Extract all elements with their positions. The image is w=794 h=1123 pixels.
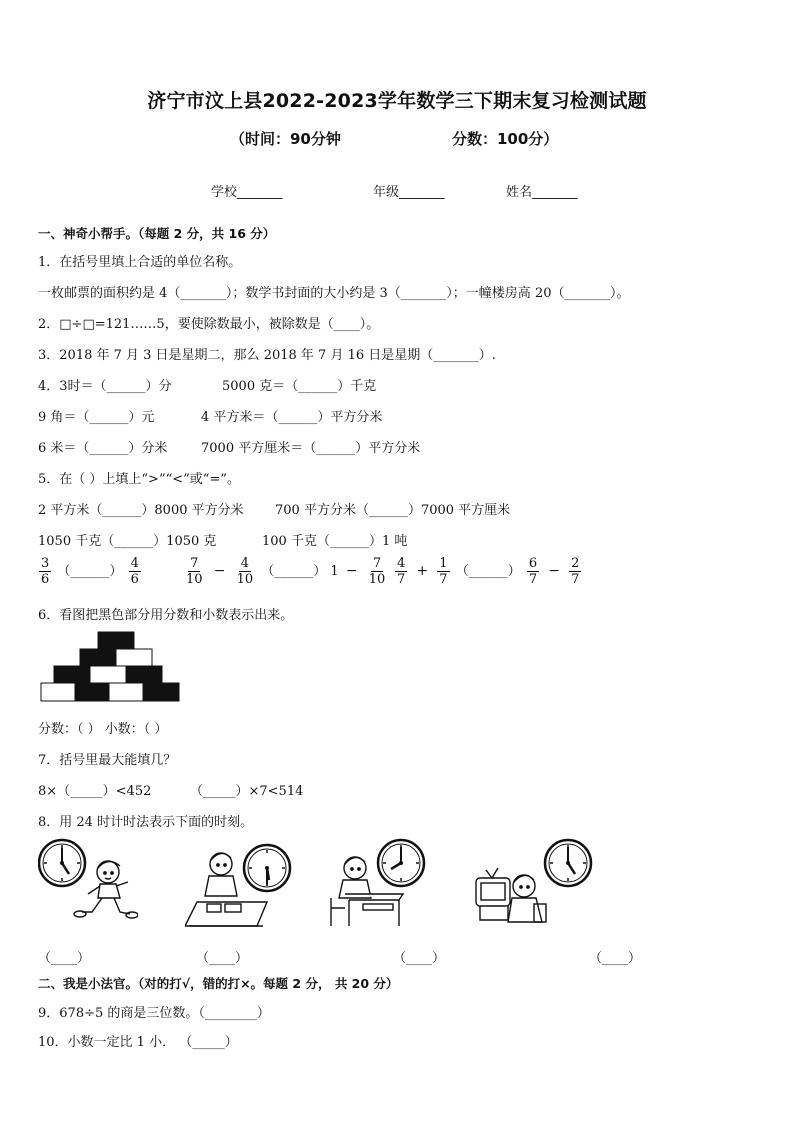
school-field: 学校_______	[211, 185, 283, 200]
fraction: $\frac{7}{10}$	[368, 556, 386, 587]
section-1-heading: 一、神奇小帮手。（每题 2 分，共 16 分）	[38, 226, 276, 241]
clock-scene-4	[472, 838, 597, 930]
brick-black	[126, 666, 162, 683]
question-4b: 5000 克＝（______）千克	[222, 379, 377, 394]
clock-answer-3[interactable]: （____）	[393, 951, 446, 966]
fraction: $\frac{4}{7}$	[397, 556, 406, 587]
question-5b: 700 平方分米（______）7000 平方厘米	[275, 503, 511, 518]
answer-blank[interactable]: （______）	[261, 564, 327, 579]
page-title: 济宁市汶上县2022-2023学年数学三下期末复习检测试题	[147, 90, 647, 112]
brick-white	[90, 666, 126, 683]
whole-one: 1	[330, 564, 339, 579]
fraction-compare-3	[393, 556, 583, 587]
fraction: $\frac{4}{6}$	[130, 556, 139, 587]
answer-blank[interactable]: （______）	[455, 564, 521, 579]
clock-icon	[244, 845, 290, 891]
fraction: $\frac{1}{7}$	[439, 556, 448, 587]
answer-blank[interactable]: （______）	[57, 564, 123, 579]
minus-sign: −	[213, 563, 226, 579]
question-7a: 8×（_____）<452	[38, 784, 152, 799]
exam-score: 分数：100分）	[452, 130, 559, 148]
minus-sign: −	[345, 563, 358, 579]
fraction: $\frac{6}{7}$	[528, 556, 538, 587]
fraction: $\frac{4}{10}$	[236, 556, 254, 587]
question-4c: 9 角＝（______）元	[38, 410, 155, 425]
fraction-compare-2	[182, 556, 389, 587]
question-3: 3．2018 年 7 月 3 日是星期二，那么 2018 年 7 月 16 日是星期（_______）.	[38, 348, 496, 363]
fraction: $\frac{2}{7}$	[571, 556, 580, 587]
plus-sign: +	[416, 563, 429, 579]
question-5c: 1050 千克（______）1050 克	[38, 534, 217, 549]
clock-scene-1	[38, 838, 138, 928]
question-1-line: 一枚邮票的面积约是 4（_______）；数学书封面的大小约是 3（_______）；一幢楼房高 20（_______）。	[38, 286, 630, 301]
brick-black	[143, 683, 179, 701]
question-4e: 6 米＝（______）分米	[38, 441, 168, 456]
fraction: $\frac{3}{6}$	[41, 556, 50, 587]
question-2: 2．□÷□=121……5，要使除数最小，被除数是（____）。	[38, 317, 380, 332]
question-7b: （_____）×7<514	[190, 784, 304, 799]
question-1: 1．在括号里填上合适的单位名称。	[38, 255, 242, 270]
question-4f: 7000 平方厘米＝（______）平方分米	[201, 441, 421, 456]
brick-black	[75, 683, 109, 701]
brick-white	[116, 649, 152, 666]
minus-sign: −	[548, 563, 561, 579]
clock-icon	[378, 840, 424, 886]
child-watching-tv-figure	[476, 868, 546, 922]
clock-icon	[39, 840, 85, 886]
clock-answer-1[interactable]: （____）	[38, 951, 91, 966]
question-10: 10．小数一定比 1 小． （_____）	[38, 1035, 238, 1050]
question-5: 5．在（ ）上填上“>”“<”或“=”。	[38, 472, 240, 487]
clock-answer-2[interactable]: （____）	[196, 951, 249, 966]
brick-white	[41, 683, 75, 701]
question-6-answer: 分数：（ ） 小数：（ ）	[38, 722, 168, 737]
question-5d: 100 千克（______）1 吨	[262, 534, 408, 549]
question-7: 7．括号里最大能填几？	[38, 753, 177, 768]
clock-answer-4[interactable]: （____）	[589, 951, 642, 966]
question-6: 6．看图把黑色部分用分数和小数表示出来。	[38, 608, 294, 623]
brick-black	[80, 649, 116, 666]
grade-field: 年级_______	[373, 185, 445, 200]
exam-time: （时间：90分钟	[230, 130, 341, 148]
clock-icon	[545, 840, 591, 886]
brick-black	[98, 632, 134, 649]
fraction-compare-1	[37, 556, 143, 587]
clock-scene-3	[323, 838, 433, 930]
question-4a: 4．3时＝（______）分	[38, 379, 172, 394]
question-8: 8．用 24 时计时法表示下面的时刻。	[38, 815, 254, 830]
brick-black	[54, 666, 90, 683]
brick-pyramid-figure	[40, 631, 182, 705]
question-9: 9．678÷5 的商是三位数。（________）	[38, 1006, 270, 1021]
question-5a: 2 平方米（______）8000 平方分米	[38, 503, 244, 518]
fraction: $\frac{7}{10}$	[186, 556, 203, 587]
brick-white	[109, 683, 143, 701]
name-field: 姓名_______	[506, 185, 578, 200]
section-2-heading: 二、我是小法官。（对的打√，错的打×。每题 2 分， 共 20 分）	[38, 976, 399, 991]
question-4d: 4 平方米＝（______）平方分米	[201, 410, 383, 425]
clock-scene-2	[185, 838, 295, 930]
